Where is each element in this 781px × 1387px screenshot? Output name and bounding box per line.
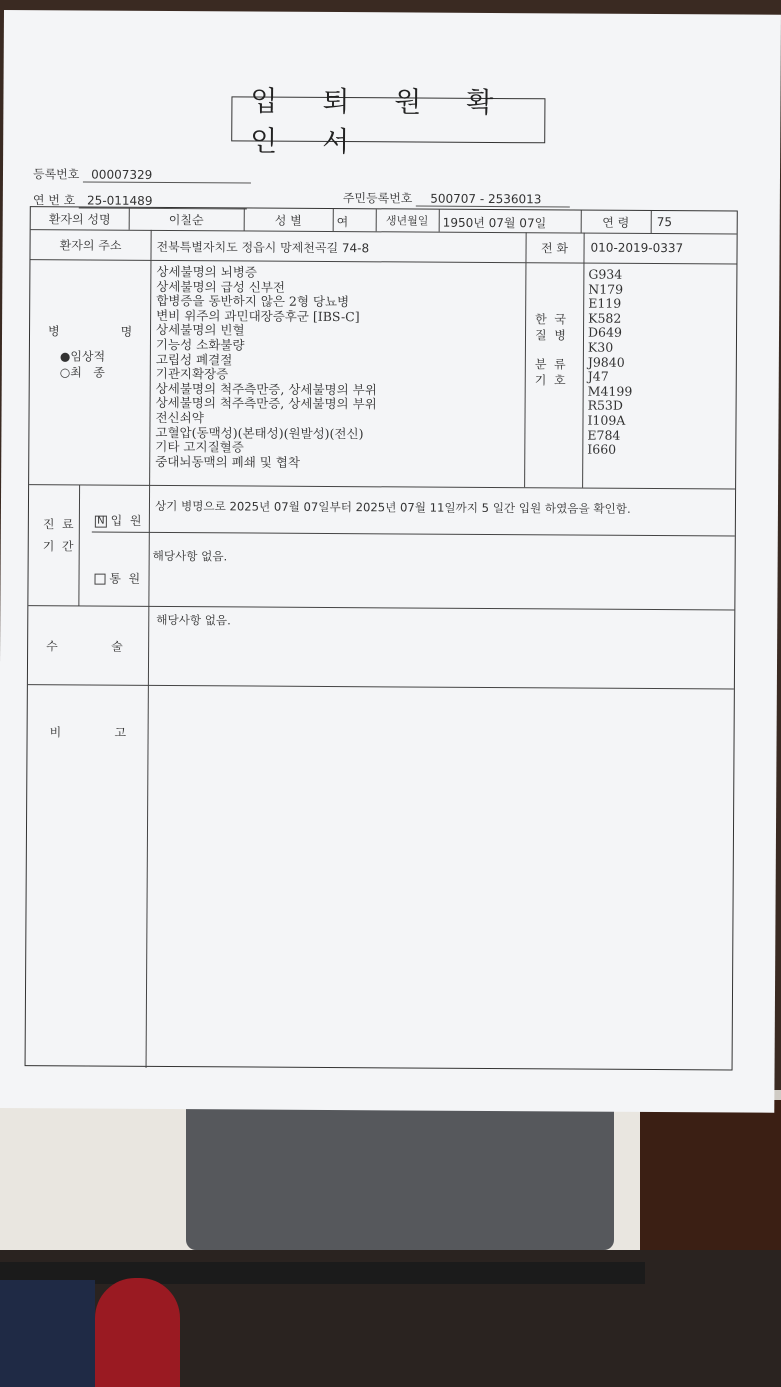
kcd-code: E784 bbox=[587, 427, 621, 443]
outpatient-text: 해당사항 없음. bbox=[152, 548, 228, 564]
kcd-code: J47 bbox=[587, 368, 609, 384]
code-label-2: 질 병 bbox=[534, 328, 566, 343]
kcd-code: J9840 bbox=[587, 354, 625, 370]
navy-object bbox=[0, 1280, 95, 1387]
patient-birth: 1950년 07월 07일 bbox=[442, 215, 547, 231]
option-final: ○최 종 bbox=[59, 365, 105, 380]
treatment-label-1: 진 료 bbox=[42, 517, 74, 532]
inpatient-text: 상기 병명으로 2025년 07월 07일부터 2025년 07월 11일까지 5 일간 입원 하였음을 확인함. bbox=[154, 498, 631, 516]
patient-sex: 여 bbox=[336, 215, 349, 230]
reg-no-label: 등록번호 bbox=[32, 167, 80, 182]
patient-age: 75 bbox=[656, 214, 673, 230]
age-label: 연 령 bbox=[602, 215, 630, 230]
resident-value: 500707 - 2536013 bbox=[416, 192, 570, 208]
treatment-label-2: 기 간 bbox=[42, 539, 74, 554]
kcd-code: M4199 bbox=[587, 383, 633, 399]
patient-address: 전북특별자치도 정읍시 망제천곡길 74-8 bbox=[156, 239, 370, 256]
phone-label: 전 화 bbox=[541, 240, 569, 255]
red-object bbox=[95, 1278, 180, 1387]
kcd-code-list bbox=[587, 268, 728, 459]
code-label-4: 기 호 bbox=[534, 373, 566, 388]
inpatient-checkbox[interactable]: N bbox=[95, 515, 107, 527]
patient-phone: 010-2019-0337 bbox=[590, 240, 684, 256]
kcd-code: D649 bbox=[587, 324, 622, 341]
sex-label: 성 별 bbox=[274, 213, 302, 228]
kcd-code: K582 bbox=[588, 310, 622, 326]
outpatient-label: 통 원 bbox=[109, 571, 141, 586]
code-label-3: 분 류 bbox=[534, 357, 566, 372]
diagnosis-label: 병 명 bbox=[47, 324, 133, 339]
address-label: 환자의 주소 bbox=[59, 237, 122, 253]
confirmation-form bbox=[25, 206, 738, 1070]
birth-label: 생년월일 bbox=[385, 214, 429, 228]
kcd-code: I109A bbox=[587, 412, 626, 428]
name-label: 환자의 성명 bbox=[48, 211, 111, 227]
kcd-code: R53D bbox=[587, 397, 623, 414]
shelf-edge bbox=[0, 1262, 645, 1284]
resident-row bbox=[343, 189, 570, 207]
resident-label: 주민등록번호 bbox=[342, 191, 413, 206]
kcd-code: G934 bbox=[588, 266, 623, 282]
reg-no-value: 00007329 bbox=[83, 167, 251, 183]
dark-mat bbox=[186, 1098, 614, 1250]
outpatient-row bbox=[94, 570, 148, 587]
option-clinical: ●임상적 bbox=[59, 349, 106, 364]
code-label-1: 한 국 bbox=[535, 312, 566, 327]
document-title: 입 퇴 원 확 인 서 bbox=[231, 96, 545, 143]
document-paper bbox=[0, 10, 781, 1113]
serial-label: 연 번 호 bbox=[32, 193, 76, 208]
kcd-code: K30 bbox=[587, 339, 614, 355]
reg-no-row bbox=[33, 165, 251, 183]
serial-value: 25-011489 bbox=[79, 193, 247, 209]
remarks-label: 비 고 bbox=[49, 725, 127, 740]
diagnosis-list: 상세불명의 뇌병증 상세불명의 급성 신부전 합병증을 동반하지 않은 2형 당뇨병 변비 위주의 과민대장증후군 [IBS-C] 상세불명의 빈혈 기능성 소화불량 고립성 폐결절 기관지확장증 상세불명의 척주측만증, 상세불명의 부위 상세불명의 척주측만증, 상세불명의 부위 전신쇠약 고혈압(동맥성)(본태성)(원발성)(전신) 기타 고지질혈증 중대뇌동맥의 폐쇄 및 협착 bbox=[155, 263, 377, 470]
inpatient-label: 입 원 bbox=[110, 513, 142, 528]
surgery-label: 수 술 bbox=[46, 639, 123, 654]
kcd-code: N179 bbox=[588, 281, 624, 297]
inpatient-row bbox=[95, 512, 149, 529]
patient-name: 이칠순 bbox=[168, 212, 204, 227]
kcd-code: E119 bbox=[588, 295, 622, 311]
kcd-code: I660 bbox=[587, 441, 617, 457]
outpatient-checkbox[interactable] bbox=[94, 574, 105, 585]
surgery-text: 해당사항 없음. bbox=[156, 612, 231, 628]
